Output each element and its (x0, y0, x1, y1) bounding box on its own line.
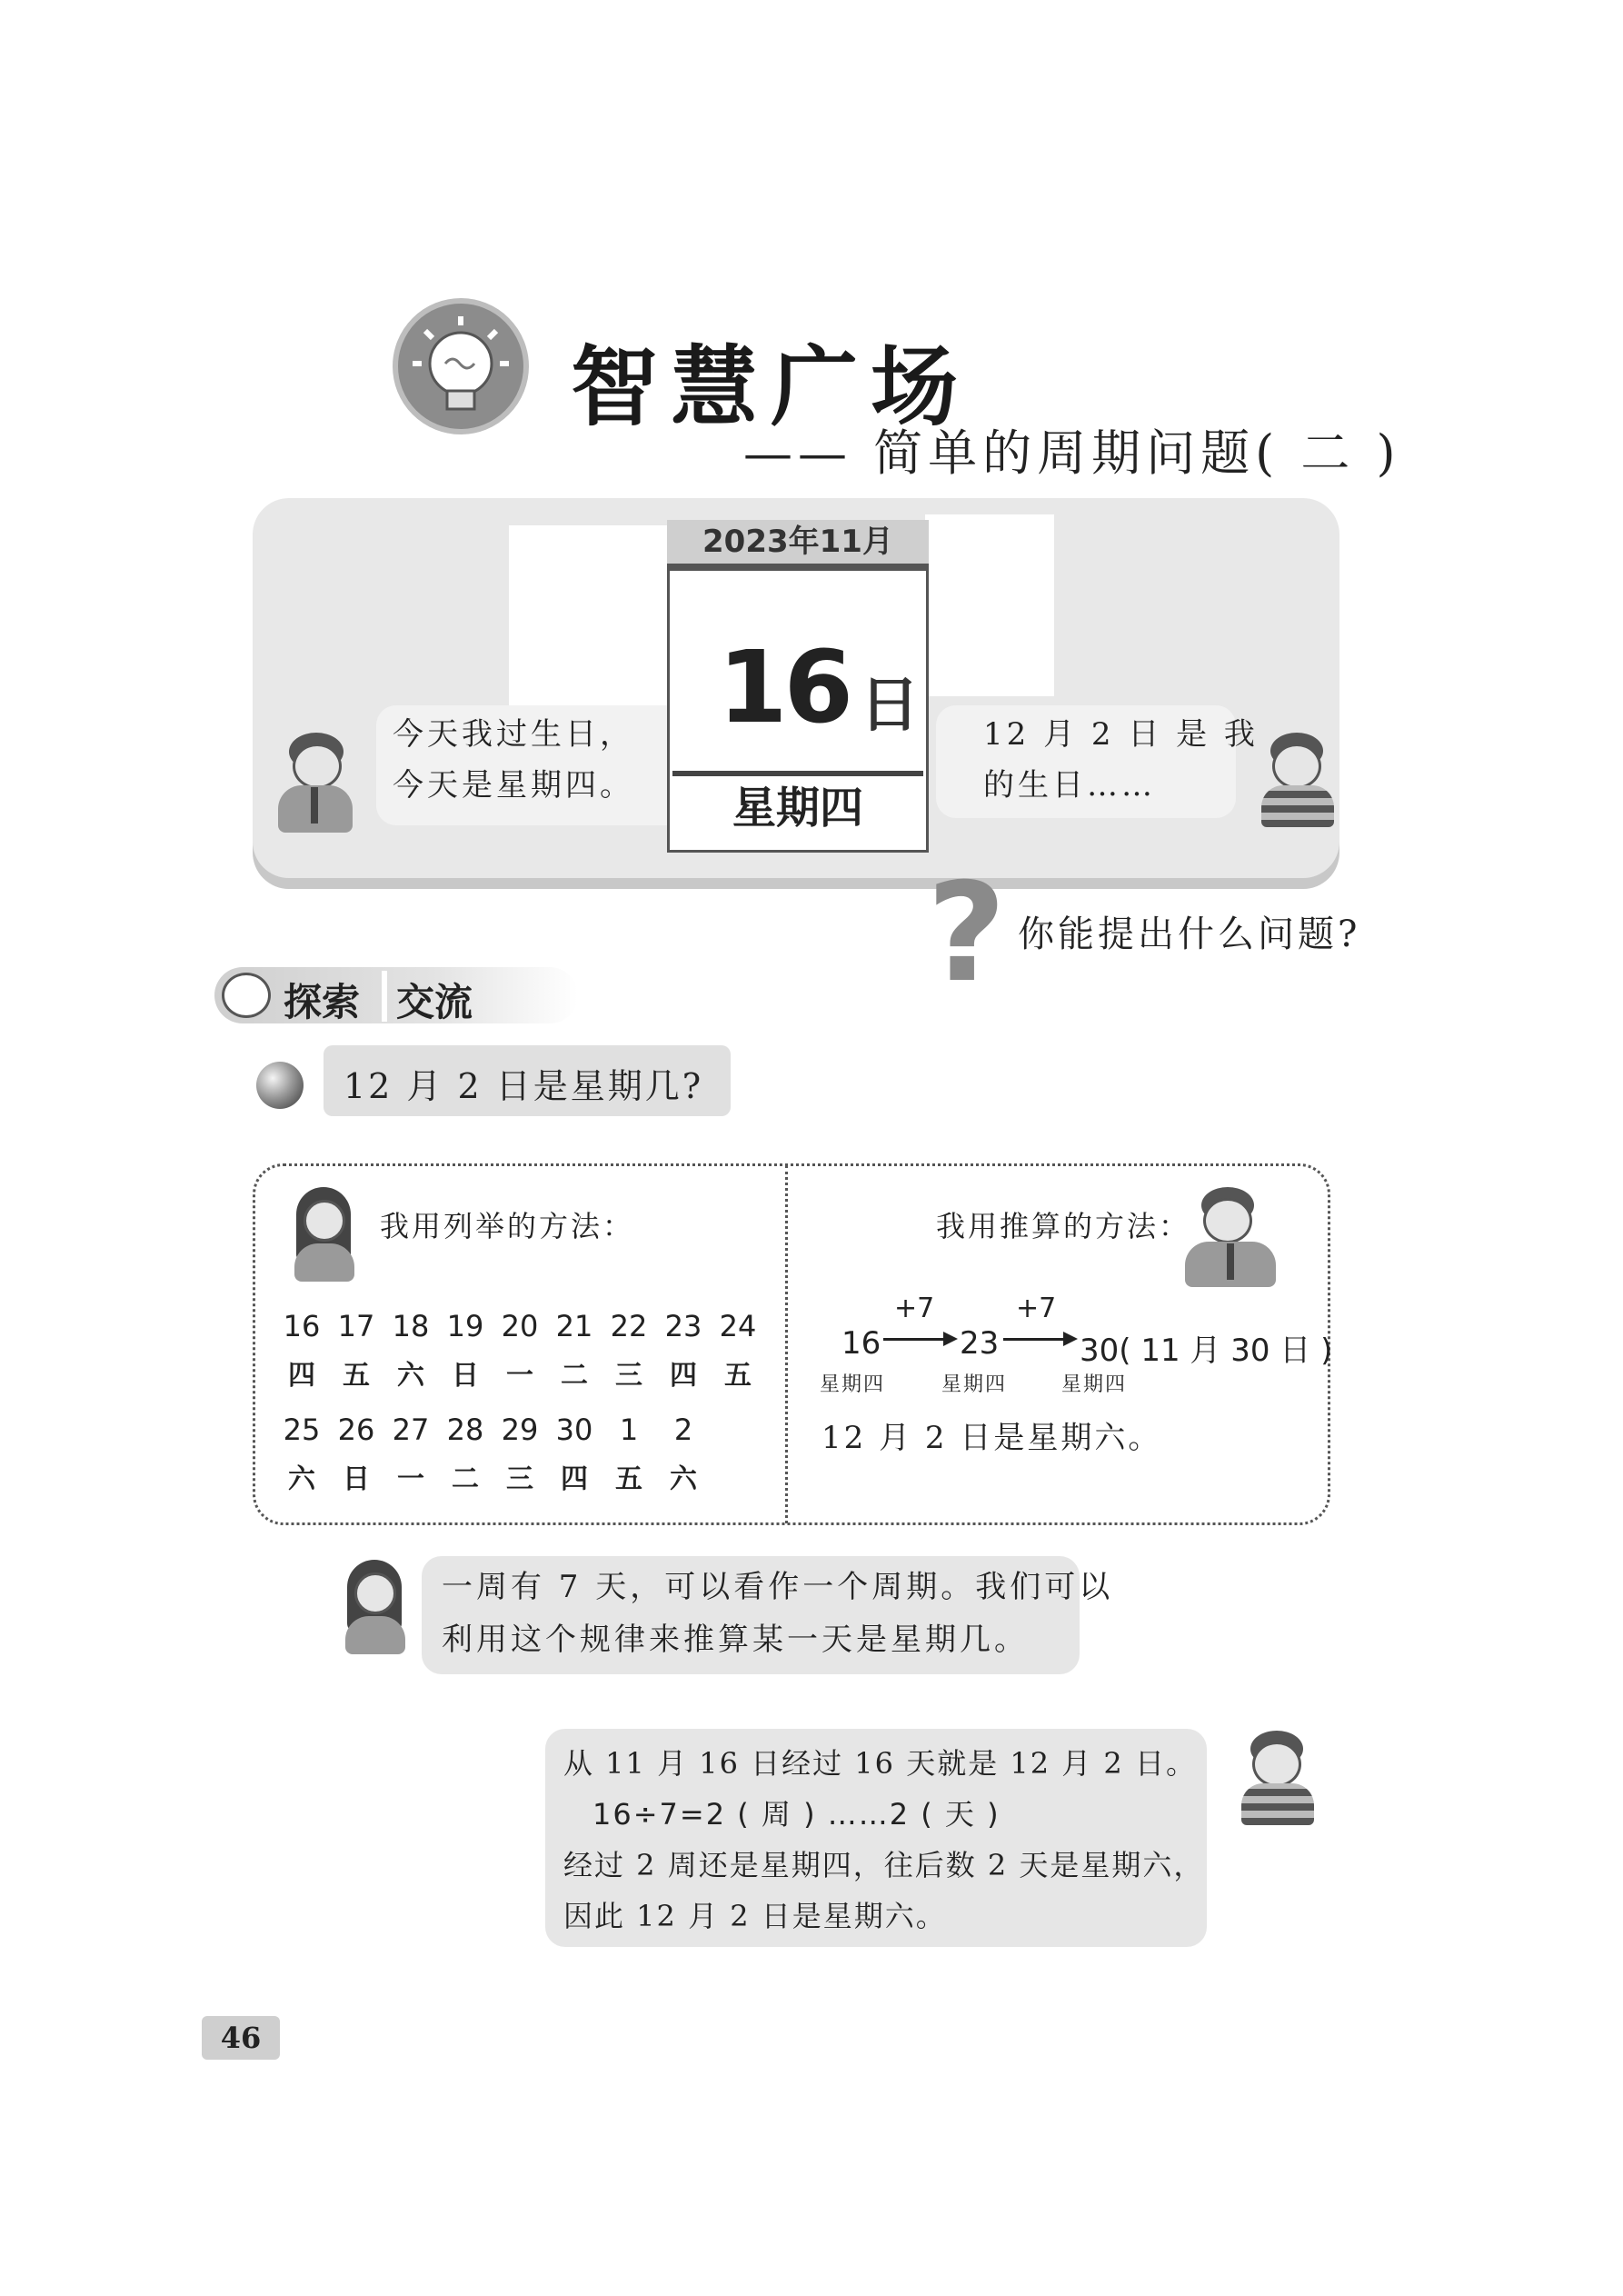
calc-weekday-a: 星期四 (820, 1373, 886, 1396)
list-row-1-numbers (274, 1309, 765, 1343)
list-row-1-weekdays (274, 1353, 765, 1393)
date-cell: 22 (610, 1309, 648, 1343)
date-cell: 21 (555, 1309, 593, 1343)
calc-end: 30( 11 月 30 日 ) (1080, 1333, 1333, 1369)
date-cell: 1 (619, 1413, 639, 1447)
calc-step-2: +7 (1016, 1293, 1057, 1324)
weekday-cell: 一 (397, 1463, 424, 1495)
calendar-day: 16 (718, 629, 851, 745)
weekday-cell: 四 (288, 1360, 315, 1392)
section-label-explore: 探索 (284, 980, 361, 1024)
section-separator (382, 971, 387, 1022)
list-row-2-weekdays (274, 1456, 711, 1496)
question-prompt: 你能提出什么问题? (1018, 913, 1361, 955)
ball-bullet-icon (256, 1062, 304, 1109)
date-cell: 16 (283, 1309, 321, 1343)
method-list-label: 我用列举的方法： (380, 1209, 635, 1243)
tip-boy-line-3: 经过 2 周还是星期四，往后数 2 天是星期六， (563, 1848, 1205, 1882)
date-cell: 27 (392, 1413, 430, 1447)
page-number: 46 (202, 2016, 280, 2060)
date-cell: 2 (673, 1413, 693, 1447)
date-cell: 28 (446, 1413, 484, 1447)
calc-mid: 23 (960, 1325, 1000, 1362)
date-cell: 17 (337, 1309, 375, 1343)
panel-white-block (509, 525, 672, 716)
calendar-month: 2023年11月 (667, 520, 929, 571)
question-mark-icon: ? (927, 854, 1007, 1013)
question-text: 12 月 2 日是星期几? (344, 1066, 704, 1106)
section-label-exchange: 交流 (396, 980, 473, 1024)
right-bubble-line-2: 的生日…… (983, 767, 1156, 804)
weekday-cell: 五 (615, 1463, 642, 1495)
weekday-cell: 六 (670, 1463, 697, 1495)
boy-character-tip (1230, 1731, 1321, 1825)
weekday-cell: 三 (615, 1360, 642, 1392)
date-cell: 26 (337, 1413, 375, 1447)
left-bubble-line-2: 今天是星期四。 (393, 767, 634, 804)
left-bubble-line-1: 今天我过生日， (393, 716, 634, 753)
weekday-cell: 二 (561, 1360, 588, 1392)
explore-icon (222, 973, 271, 1018)
right-bubble-line-1: 12 月 2 日 是 我 (983, 716, 1259, 753)
girl-character-tip (340, 1560, 409, 1654)
method-divider (785, 1165, 788, 1523)
panel-white-block (925, 514, 1054, 696)
boy-character-right (1250, 733, 1341, 827)
date-cell: 25 (283, 1413, 321, 1447)
date-cell: 18 (392, 1309, 430, 1343)
tip-girl-line-2: 利用这个规律来推算某一天是星期几。 (442, 1622, 1029, 1658)
method-calc-label: 我用推算的方法： (936, 1209, 1191, 1243)
weekday-cell: 日 (452, 1360, 479, 1392)
calc-weekday-b: 星期四 (941, 1373, 1008, 1396)
calc-weekday-c: 星期四 (1061, 1373, 1128, 1396)
date-cell: 30 (555, 1413, 593, 1447)
calc-step-1: +7 (894, 1293, 935, 1324)
boy-character-left (269, 733, 369, 833)
date-cell: 23 (664, 1309, 702, 1343)
calc-start: 16 (841, 1325, 881, 1362)
weekday-cell: 四 (561, 1463, 588, 1495)
lightbulb-icon (398, 304, 523, 429)
page-subtitle: —— 简单的周期问题( 二 ) (743, 424, 1401, 482)
page-title: 智慧广场 (571, 336, 971, 438)
date-cell: 24 (719, 1309, 757, 1343)
weekday-cell: 日 (343, 1463, 370, 1495)
list-row-2-numbers (274, 1413, 711, 1447)
weekday-cell: 六 (397, 1360, 424, 1392)
tip-girl-line-1: 一周有 7 天，可以看作一个周期。我们可以 (442, 1569, 1114, 1605)
weekday-cell: 二 (452, 1463, 479, 1495)
weekday-cell: 四 (670, 1360, 697, 1392)
tip-boy-line-4: 因此 12 月 2 日是星期六。 (563, 1899, 947, 1933)
calendar-day-suffix: 日 (860, 669, 920, 740)
weekday-cell: 三 (506, 1463, 533, 1495)
tip-boy-line-2: 16÷7=2 ( 周 ) ……2 ( 天 ) (592, 1797, 1001, 1832)
weekday-cell: 五 (724, 1360, 752, 1392)
weekday-cell: 一 (506, 1360, 533, 1392)
date-cell: 19 (446, 1309, 484, 1343)
weekday-cell: 五 (343, 1360, 370, 1392)
arrow-icon (1003, 1338, 1074, 1341)
arrow-icon (883, 1338, 954, 1341)
calc-conclusion: 12 月 2 日是星期六。 (821, 1420, 1162, 1456)
calendar-weekday: 星期四 (732, 783, 864, 834)
weekday-cell: 六 (288, 1463, 315, 1495)
date-cell: 29 (501, 1413, 539, 1447)
girl-character (287, 1187, 360, 1282)
lightbulb-badge (393, 298, 529, 434)
tip-boy-line-1: 从 11 月 16 日经过 16 天就是 12 月 2 日。 (563, 1746, 1197, 1781)
date-cell: 20 (501, 1309, 539, 1343)
boy-character-calc (1181, 1187, 1281, 1287)
